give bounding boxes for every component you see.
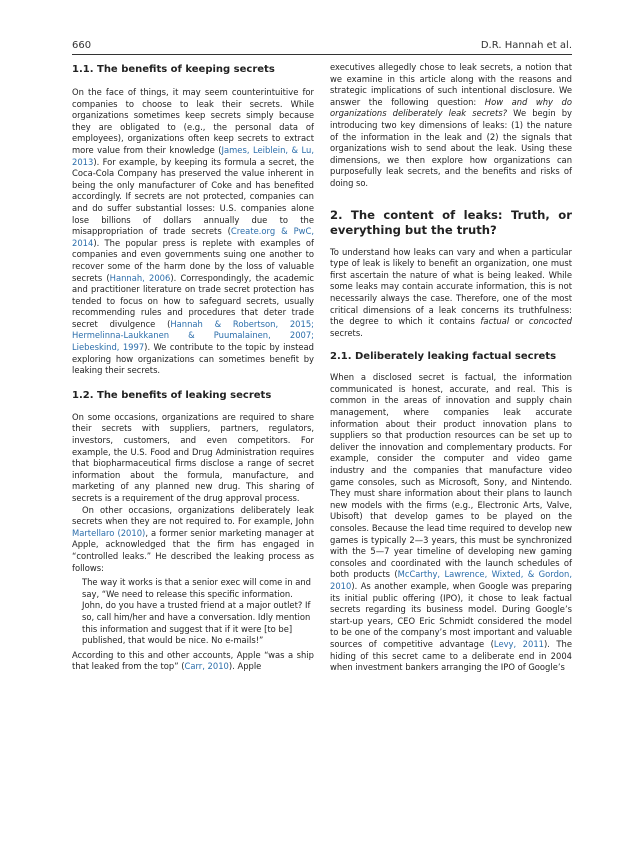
running-authors: D.R. Hannah et al. <box>480 40 572 51</box>
paragraph-research-question: executives allegedly chose to leak secrets, a notion that we examine in this article along with the reasons and strategic implications of such intentional disclosure. We answer the following question: How and why do organizations deliberately leak secrets? We begin by introducing two key dimensions of leaks: (1) the nature of the information in the leak and (2) the signals that organizations wish to send about the leak. Using these dimensions, we then explore how organizations can purposefully leak secrets, and the benefits and risks of doing so. <box>330 62 573 188</box>
section-heading-keeping: 1.1. The benefits of keeping secrets <box>72 64 275 75</box>
paragraph-factual-secrets: When a disclosed secret is factual, the information communicated is honest, accurate, and real. This is common in the areas of innovation and supply chain management, where companies leak accurate information about their product innovation plans to suppliers so that production resources can be set up to deliver the innovation and complementary products. For example, consider the computer and video game industry and the companies that manufacture video game consoles, such as Microsoft, Sony, and Nintendo. They must share information about their plans to launch new models with the firms (e.g., Electronic Arts, Valve, Ubisoft) that develop games to be played on the consoles. Because the lead time required to develop new games is typically 2—3 years, this must be synchronized with the 5—7 year timeline of developing new gaming consoles and coordinated with the launch schedules of both products (McCarthy, Lawrence, Wixted, & Gordon, 2010). As another example, when Google was preparing its initial public offering (IPO), it chose to leak factual secrets regarding its business model. During Google’s start-up years, CEO Eric Schmidt considered the model to be one of the company’s most important and valuable sources of competitive advantage (Levy, 2011). The hiding of this secret came to a deliberate end in 2004 when investment bankers arranging the IPO of Google’s <box>330 372 573 673</box>
citation-link[interactable]: McCarthy, Lawrence, Wixted, & Gordon, 2010 <box>330 569 573 591</box>
citation-link[interactable]: Hannah, 2006 <box>109 272 171 283</box>
paragraph-truthfulness: To understand how leaks can vary and when a particular type of leak is likely to benefit an organization, one must first ascertain the nature of what is being leaked. While some leaks may contain accurate information, this is not necessarily always the case. Therefore, one of the most critical dimensions of a leak concerns its truthfulness: the degree to which it contains factual or concocted secrets. <box>330 246 572 338</box>
page-number: 660 <box>72 40 92 51</box>
paragraph-required-sharing: On some occasions, organizations are required to share their secrets with suppliers, partners, regulators, investors, customers, and even competitors. For example, the U.S. Food and Drug Administration requires that biopharmaceutical firms disclose a range of secret information about the formula, manufacture, and marketing of any planned new drug. This sharing of secrets is a requirement of the drug approval process. <box>72 411 314 503</box>
right-column <box>330 62 572 674</box>
left-column <box>72 62 314 673</box>
paragraph-apple-leaks: According to this and other accounts, Apple “was a ship that leaked from the top” (Carr, 2010). Apple <box>72 649 314 672</box>
header-rule <box>72 54 572 55</box>
section-heading-leaking: 1.2. The benefits of leaking secrets <box>72 389 272 401</box>
citation-link[interactable]: James, Leiblein, & Lu, 2013 <box>72 144 314 167</box>
section-heading-content-of-leaks: 2. The content of leaks: Truth, or everything but the truth? <box>330 207 572 237</box>
citation-link[interactable]: Carr, 2010 <box>184 661 229 672</box>
section-heading-factual-secrets: 2.1. Deliberately leaking factual secrets <box>330 351 557 363</box>
paragraph-keeping: On the face of things, it may seem counterintuitive for companies to choose to leak their secrets. While organizations sometimes keep secrets simply because they are obligated to (e.g., the personal data of employees), organizations often keep secrets to extract more value from their knowledge (James, Leiblein, & Lu, 2013). For example, by keeping its formula a secret, the Coca-Cola Company has preserved the value inherent in being the only manufacturer of Coke and has benefited accordingly. If secrets are not protected, companies can and do suffer substantial losses: U.S. companies alone lose billions of dollars annually due to the misappropriation of trade secrets (Create.org & PwC, 2014). The popular press is replete with examples of companies and even governments suing one another to recover some of the harm done by the loss of valuable secrets (Hannah, 2006). Correspondingly, the academic and practitioner literature on trade secret protection has tended to focus on how to safeguard secrets, usually recommending rules and procedures that deter trade secret divulgence (Hannah & Robertson, 2015; Hermelinna-Laukkanen & Puumalainen, 2007; Liebeskind, 1997). We contribute to the topic by instead exploring how organizations can sometimes benefit by leaking their secrets. <box>72 87 315 376</box>
citation-link[interactable]: Create.org & PwC, 2014 <box>72 226 314 248</box>
citation-link[interactable]: Martellaro (2010) <box>72 527 146 538</box>
paragraph-controlled-leaks: On other occasions, organizations deliberately leak secrets when they are not required to. For example, John Martellaro (2010), a former senior marketing manager at Apple, acknowledged that the firm has engaged in “controlled leaks.” He described the leaking process as follows: <box>72 504 314 573</box>
citation-link[interactable]: Levy, 2011 <box>493 638 544 649</box>
citation-link[interactable]: Hannah & Robertson, 2015; Hermelinna-Laukkanen & Puumalainen, 2007; Liebeskind, 1997 <box>72 318 314 353</box>
block-quote: The way it works is that a senior exec will come in and say, “We need to release this specific information. John, do you have a trusted friend at a major outlet? If so, call him/her and have a conversation. Idly mention this information and suggest that if it were [to be] published, that would be nice. No e-mails!” <box>82 577 311 646</box>
running-header <box>72 40 572 54</box>
